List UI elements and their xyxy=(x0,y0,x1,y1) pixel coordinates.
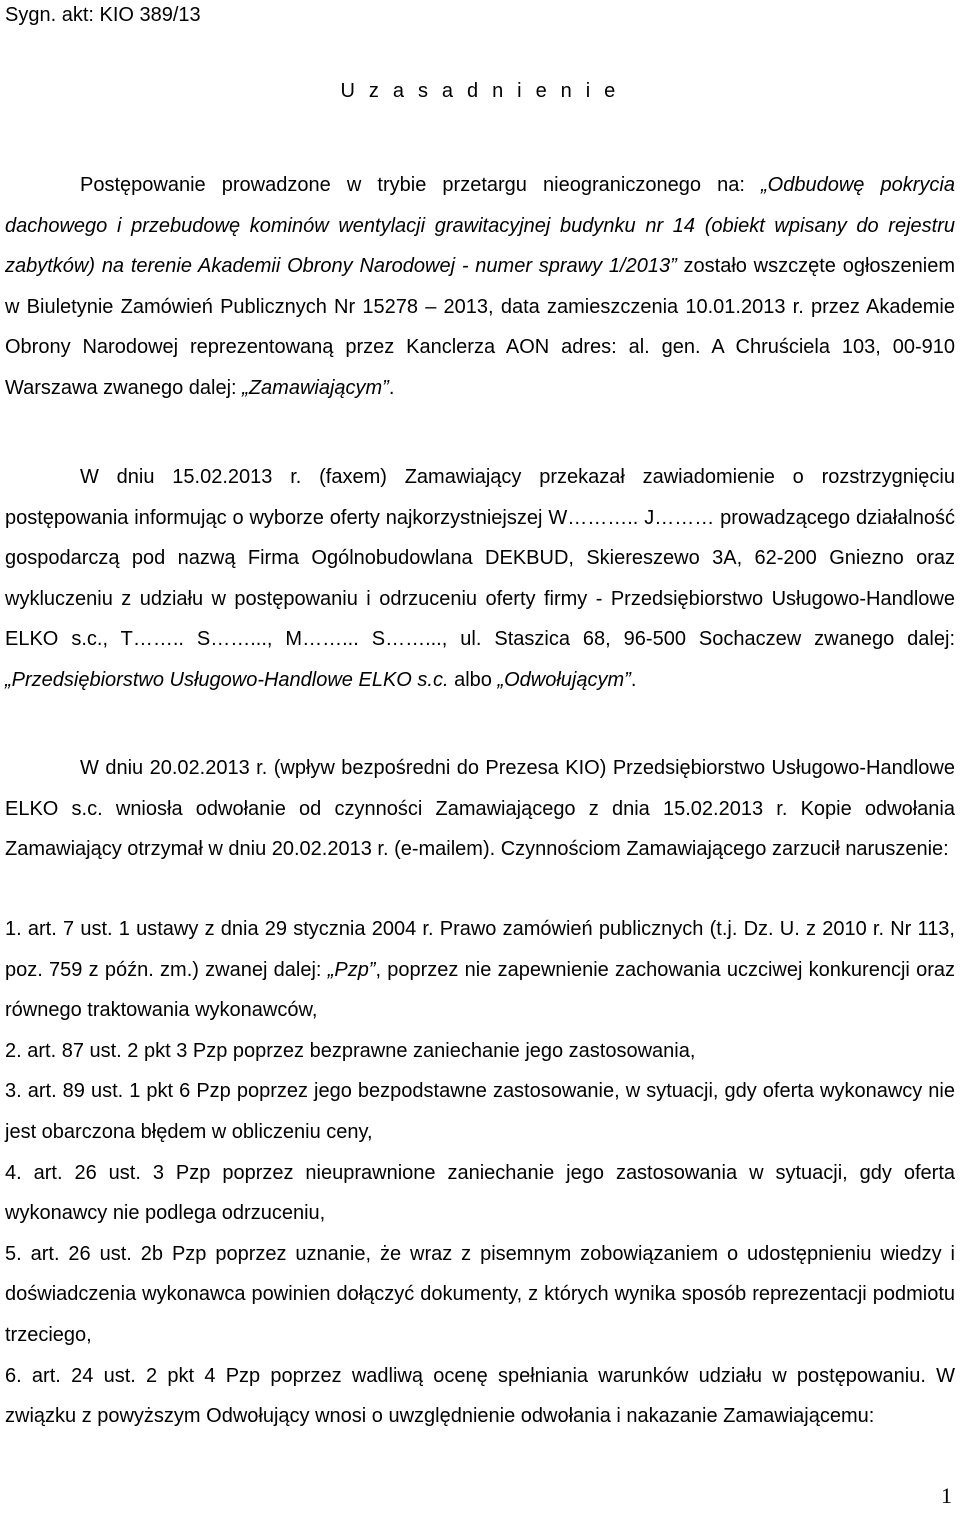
paragraph-text: W dniu 15.02.2013 r. (faxem) Zamawiający przekazał zawiadomienie o rozstrzygnięciu postępowania informując o wyborze oferty najkorzystniejszej W……….. J……… prowadzącego działalność gospodarczą pod nazwą Firma Ogólnobudowlana DEKBUD, Skiereszewo 3A, 62-200 Gniezno oraz wykluczeniu z udziału w postępowaniu i odrzuceniu oferty firmy - Przedsiębiorstwo Usługowo-Handlowe ELKO s.c., T…….. S……..., M……... S……..., ul. Staszica 68, 96-500 Sochaczew zwanego dalej: xyxy=(5,466,955,651)
document-heading: U z a s a d n i e n i e xyxy=(340,80,620,102)
defined-term: „Przedsiębiorstwo Usługowo-Handlowe ELKO s.c. xyxy=(5,668,449,691)
item-text: 1. art. 7 ust. 1 ustawy z dnia 29 stycznia 2004 r. Prawo zamówień publicznych (t.j. Dz. U. z 2010 r. Nr 113, poz. 759 z późn. zm.) zwanej dalej: xyxy=(5,918,955,981)
paragraph-appeal xyxy=(5,748,955,870)
paragraph-text: . xyxy=(630,668,637,691)
paragraph-text: Postępowanie prowadzone w trybie przetargu nieograniczonego na: xyxy=(80,174,761,196)
contract-subject: „Odbudowę pokrycia dachowego i przebudowę kominów wentylacji grawitacyjnej budynku nr 14 (obiekt wpisany do rejestru zabytków) na terenie Akademii Obrony Narodowej - numer sprawy 1/2013” xyxy=(5,174,955,278)
allegations-list xyxy=(5,909,955,1437)
defined-term: „Odwołującym” xyxy=(497,668,631,691)
paragraph-proceedings xyxy=(5,165,955,409)
paragraph-text: W dniu 20.02.2013 r. (wpływ bezpośredni do Prezesa KIO) Przedsiębiorstwo Usługowo-Handlowe ELKO s.c. wniosła odwołanie od czynności Zamawiającego z dnia 15.02.2013 r. Kopie odwołania Zamawiający otrzymał w dniu 20.02.2013 r. (e-mailem). Czynnościom Zamawiającego zarzucił naruszenie: xyxy=(5,757,955,861)
defined-term: „Zamawiającym” xyxy=(242,376,389,399)
paragraph-text: zostało wszczęte ogłoszeniem w Biuletynie Zamówień Publicznych Nr 15278 – 2013, data zamieszczenia 10.01.2013 r. przez Akademie Obrony Narodowej reprezentowaną przez Kanclerza AON adres: al. gen. A Chruściela 103, 00-910 Warszawa zwanego dalej: xyxy=(5,255,955,399)
list-item: 6. art. 24 ust. 2 pkt 4 Pzp poprzez wadliwą ocenę spełniania warunków udziału w postępowaniu. W związku z powyższym Odwołujący wnosi o uwzględnienie odwołania i nakazanie Zamawiającemu: xyxy=(5,1364,955,1428)
list-item: 3. art. 89 ust. 1 pkt 6 Pzp poprzez jego bezpodstawne zastosowanie, w sytuacji, gdy oferta wykonawcy nie jest obarczona błędem w obliczeniu ceny, xyxy=(5,1080,955,1143)
list-item: 2. art. 87 ust. 2 pkt 3 Pzp poprzez bezprawne zaniechanie jego zastosowania, xyxy=(5,1039,696,1062)
list-item: 4. art. 26 ust. 3 Pzp poprzez nieuprawnione zaniechanie jego zastosowania w sytuacji, gdy oferta wykonawcy nie podlega odrzuceniu, xyxy=(5,1161,955,1225)
list-item: 5. art. 26 ust. 2b Pzp poprzez uznanie, że wraz z pisemnym zobowiązaniem o udostępnieniu wiedzy i doświadczenia wykonawca powinien dołączyć dokumenty, z których wynika sposób reprezentacji podmiotu trzeciego, xyxy=(5,1242,955,1346)
paragraph-text: albo xyxy=(448,668,498,691)
page-number: 1 xyxy=(941,1483,952,1508)
item-text: , poprzez nie zapewnienie zachowania uczciwej konkurencji oraz równego traktowania wykonawców, xyxy=(5,958,955,1022)
defined-term: „Pzp” xyxy=(327,958,376,981)
paragraph-notification xyxy=(5,457,955,701)
paragraph-text: . xyxy=(388,376,395,399)
list-item xyxy=(5,909,955,1031)
case-signature: Sygn. akt: KIO 389/13 xyxy=(5,4,201,26)
